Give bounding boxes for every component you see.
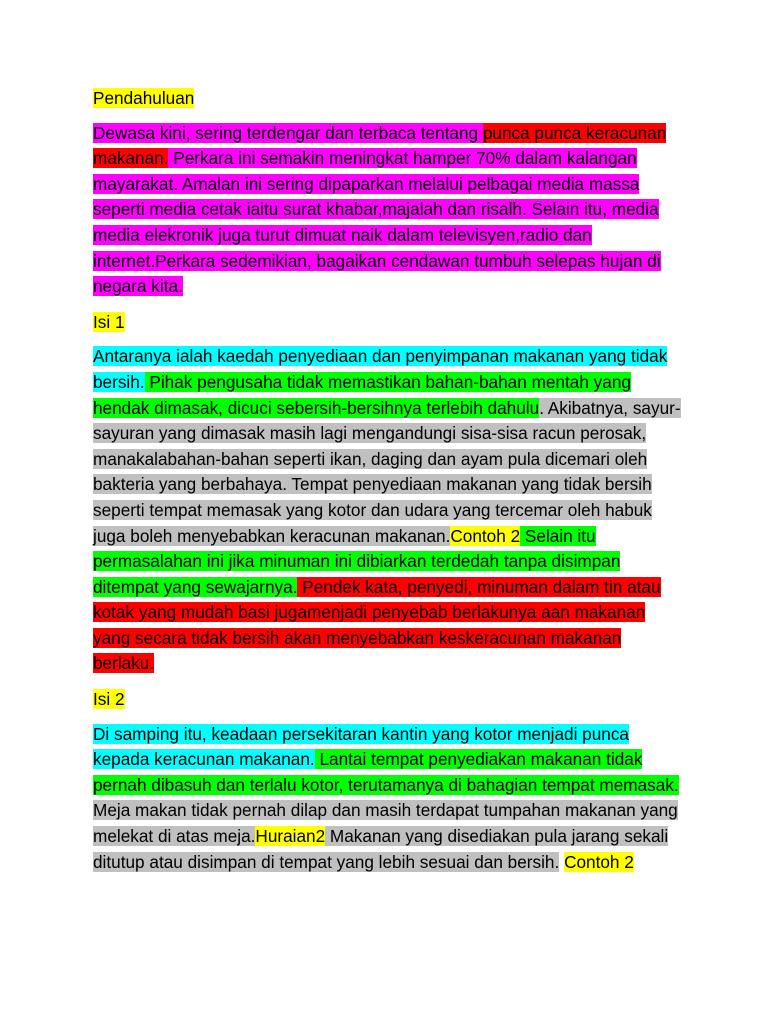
heading-isi-1: [93, 310, 683, 336]
isi1-text-6: Pendek kata, penyedi, minuman dalam tin atau kotak yang mudah basi jugamenjadi penyebab berlakunya aan makanan yang secara tidak bersih akan menyebabkan keskeracunan makanan berlaku.: [93, 576, 661, 674]
heading-pendahuluan: [93, 86, 683, 112]
heading-pendahuluan-text: Pendahuluan: [93, 88, 195, 108]
paragraph-intro: [93, 121, 683, 300]
isi2-text-4: Huraian2: [255, 826, 326, 847]
isi2-text-1: Di samping itu, keadaan persekitaran kantin yang kotor menjadi punca kepada keracunan makanan.: [93, 723, 629, 770]
isi2-text-7: Contoh 2: [564, 851, 634, 872]
document-body: [93, 86, 683, 885]
isi1-text-2: Pihak pengusaha tidak memastikan bahan-bahan mentah yang hendak dimasak, dicuci sebersih-bersihnya terlebih dahulu: [93, 371, 631, 418]
isi2-text-2: Lantai tempat penyediakan makanan tidak pernah dibasuh dan terlalu kotor, terutamanya di bahagian tempat memasak.: [93, 749, 679, 795]
paragraph-isi-2: [93, 722, 683, 876]
isi1-text-5: Selain itu permasalahan ini jika minuman ini dibiarkan terdedah tanpa disimpan ditempat yang sewajarnya.: [93, 525, 621, 597]
heading-isi-1-text: Isi 1: [93, 311, 125, 332]
heading-isi-2: [93, 687, 683, 713]
intro-text-2: punca punca keracunan makanan.: [93, 122, 667, 169]
intro-text-1: Dewasa kini, sering terdengar dan terbaca tentang: [93, 122, 483, 143]
intro-text-3: Perkara ini semakin meningkat hamper 70% dalam kalangan mayarakat. Amalan ini sering dipaparkan melalui pelbagai media massa seperti media cetak iaitu surat khabar,majalah dan risalh. Selain itu, media media elekronik juga turut dimuat naik dalam televisyen,radio dan internet.Perkara sedemikian, bagaikan cendawan tumbuh selepas hujan di negara kita.: [93, 148, 661, 297]
paragraph-isi-1: [93, 344, 683, 677]
isi1-text-3: . Akibatnya, sayur-sayuran yang dimasak masih lagi mengandungi sisa-sisa racun perosak, manakalabahan-bahan seperti ikan, daging dan ayam pula dicemari oleh bakteria yang berbahaya. Tempat penyediaan makanan yang tidak bersih seperti tempat memasak yang kotor dan udara yang tercemar oleh habuk juga boleh menyebabkan keracunan makanan.: [93, 397, 681, 546]
isi1-text-4: Contoh 2: [450, 525, 521, 546]
heading-isi-2-text: Isi 2: [93, 689, 125, 710]
isi2-text-3: Meja makan tidak pernah dilap dan masih terdapat tumpahan makanan yang melekat di atas meja.: [93, 800, 678, 847]
isi1-text-1: Antaranya ialah kaedah penyediaan dan penyimpanan makanan yang tidak bersih.: [93, 346, 668, 392]
isi2-text-5: Makanan yang disediakan pula jarang sekali ditutup atau disimpan di tempat yang lebih sesuai dan bersih.: [93, 826, 669, 872]
